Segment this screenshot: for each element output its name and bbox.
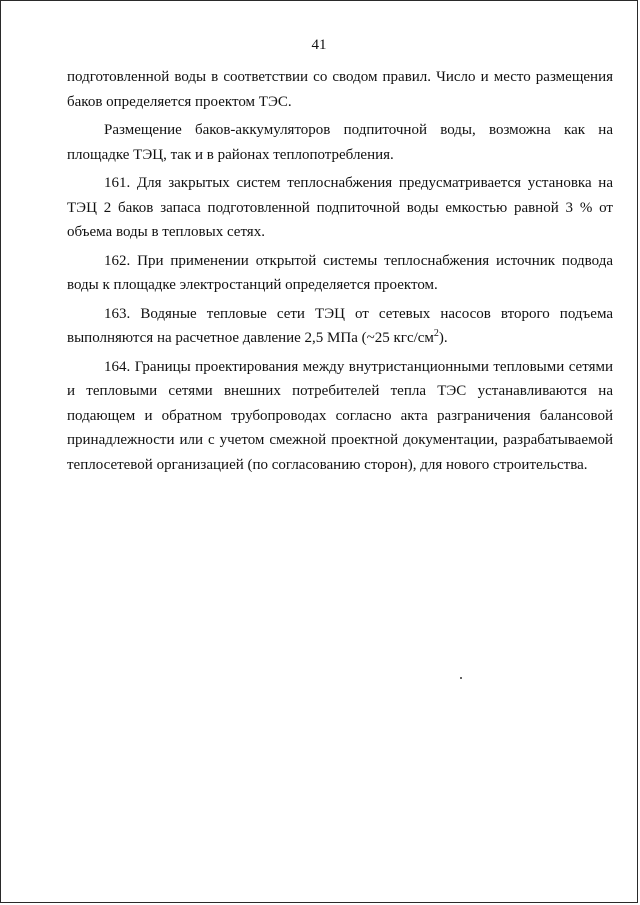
paragraph-163-superscript: 2: [433, 328, 439, 339]
document-body: [67, 65, 613, 481]
scan-speck: [460, 677, 462, 679]
paragraph-continuation: подготовленной воды в соответствии со сводом правил. Число и место размещения баков определяется проектом ТЭС.: [67, 69, 613, 110]
paragraph-163-tail: ).: [438, 330, 448, 346]
paragraph-164: 164. Границы проектирования между внутристанционными тепловыми сетями и тепловыми сетями внешних потребителей тепла ТЭС устанавливаются на подающем и обратном трубопроводах согласно акта разграничения балансовой принадлежности или с учетом смежной проектной документации, разрабатываемой теплосетевой организацией (по согласованию сторон), для нового строительства.: [67, 358, 613, 473]
paragraph-tank-placement: Размещение баков-аккумуляторов подпиточной воды, возможна как на площадке ТЭЦ, так и в районах теплопотребления.: [67, 122, 613, 163]
paragraph-163: [67, 302, 613, 351]
paragraph-163-text: 163. Водяные тепловые сети ТЭЦ от сетевых насосов второго подъема выполняются на расчетное давление 2,5 МПа (~25 кгс/см: [67, 305, 613, 346]
paragraph-161: 161. Для закрытых систем теплоснабжения предусматривается установка на ТЭЦ 2 баков запаса подготовленной подпиточной воды емкостью равной 3 % от объема воды в тепловых сетях.: [67, 175, 613, 240]
paragraph-162: 162. При применении открытой системы теплоснабжения источник подвода воды к площадке электростанций определяется проектом.: [67, 252, 613, 293]
page-number: 41: [311, 37, 327, 53]
